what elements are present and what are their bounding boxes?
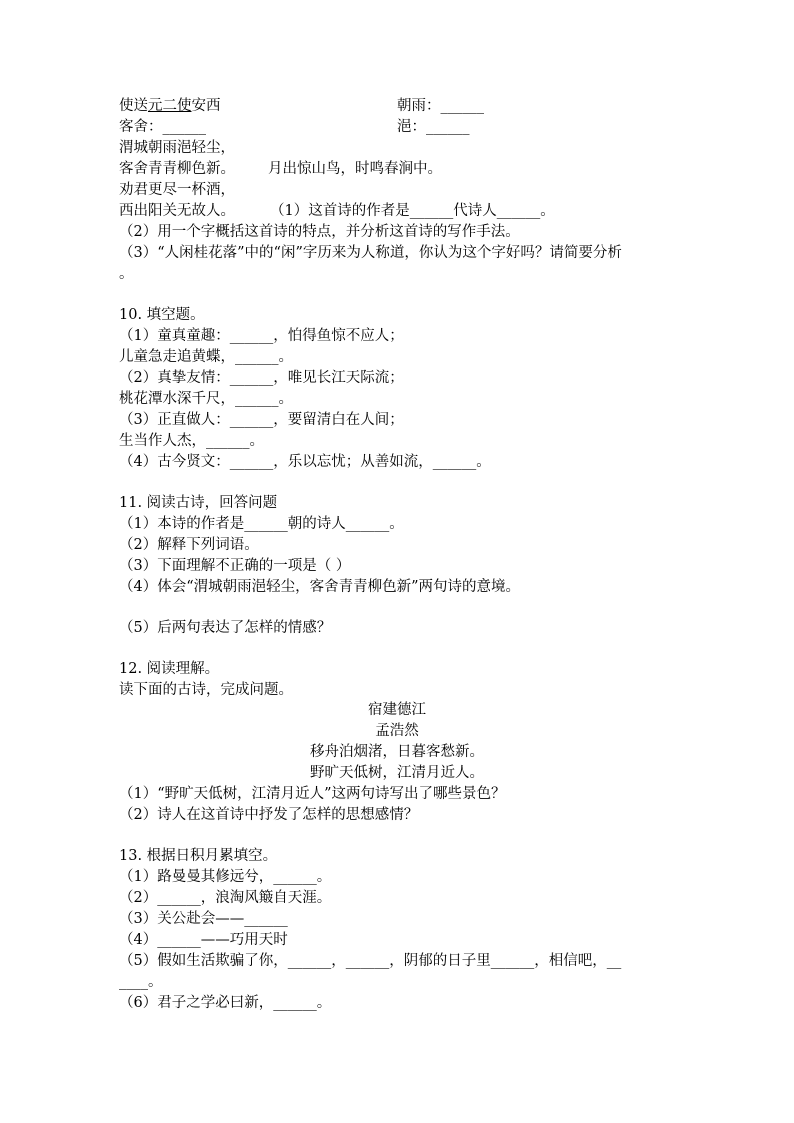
section-13-line-1: （1）路曼曼其修远兮，______。 [119,869,332,885]
section-11-line-1: （1）本诗的作者是______朝的诗人______。 [119,516,404,532]
section-11-line-2: （2）解释下列词语。 [119,537,259,553]
poem-title-prefix: 使送 [119,98,148,114]
section-10-line-4: 桃花潭水深千尺，______。 [119,391,293,407]
section-12-heading: 12. 阅读理解。 [119,661,220,677]
gloss-yi: 浥：______ [397,119,470,135]
section-13-line-4: （4）______——巧用天时 [119,932,288,948]
section-13-line-6: （6）君子之学必曰新，______。 [119,995,332,1011]
poem-question-3: （3）“人闲桂花落”中的“闲”字历来为人称道，你认为这个字好吗？请简要分析 [119,245,622,261]
section-12-intro: 读下面的古诗，完成问题。 [119,682,293,698]
poem-title-suffix: 安西 [191,98,221,114]
section-11-line-3: （3）下面理解不正确的一项是（ ） [119,558,351,574]
poem-line-2: 客舍青青柳色新。 [119,161,235,177]
poem-line-b: 野旷天低树，江清月近人。 [310,765,484,781]
poem-line-1: 渭城朝雨浥轻尘， [119,140,235,156]
section-12-question-2: （2）诗人在这首诗中抒发了怎样的思想感情？ [119,807,419,823]
section-10-line-1: （1）童真童趣：______，怕得鱼惊不应人； [119,328,404,344]
section-13-line-5-cont: ____。 [119,974,163,990]
poem-line-a: 移舟泊烟渚，日暮客愁新。 [310,744,484,760]
poem-question-2: （2）用一个字概括这首诗的特点，并分析这首诗的写作手法。 [119,224,520,240]
section-13-heading: 13. 根据日积月累填空。 [119,848,278,864]
section-10-line-7: （4）古今贤文：______，乐以忘忧；从善如流，______。 [119,454,491,470]
aside-poem-line: 月出惊山鸟，时鸣春涧中。 [268,161,442,177]
section-13-line-2: （2）______，浪淘风簸自天涯。 [119,890,332,906]
gloss-kexhe: 客舍：______ [119,119,206,135]
poem-line-3: 劝君更尽一杯酒， [119,182,235,198]
gloss-zhaoyu: 朝雨：______ [397,98,484,114]
section-10-heading: 10. 填空题。 [119,307,205,323]
section-10-line-2: 儿童急走追黄蝶，______。 [119,349,293,365]
section-11-heading: 11. 阅读古诗，回答问题 [119,495,278,511]
poem-line-4: 西出阳关无故人。 [119,203,235,219]
section-11-line-5: （5）后两句表达了怎样的情感？ [119,620,332,636]
section-12-question-1: （1）“野旷天低树，江清月近人”这两句诗写出了哪些景色？ [119,786,506,802]
section-10-line-6: 生当作人杰，______。 [119,433,264,449]
section-11-line-4: （4）体会“渭城朝雨浥轻尘，客舍青青柳色新”两句诗的意境。 [119,579,521,595]
poem-question-1: （1）这首诗的作者是______代诗人______。 [270,203,555,219]
poem-title: 宿建德江 [368,702,426,718]
poem-title-underlined: 元二使 [148,98,192,114]
poem-author: 孟浩然 [375,723,419,739]
poem-title-row [119,96,221,117]
section-13-line-3: （3）关公赴会——______ [119,911,288,927]
section-13-line-5: （5）假如生活欺骗了你，______，______，阴郁的日子里______，相信吧，__ [119,953,622,969]
poem-question-3-cont: 。 [119,266,134,282]
section-10-line-5: （3）正直做人：______，要留清白在人间； [119,412,404,428]
section-10-line-3: （2）真挚友情：______，唯见长江天际流； [119,370,404,386]
